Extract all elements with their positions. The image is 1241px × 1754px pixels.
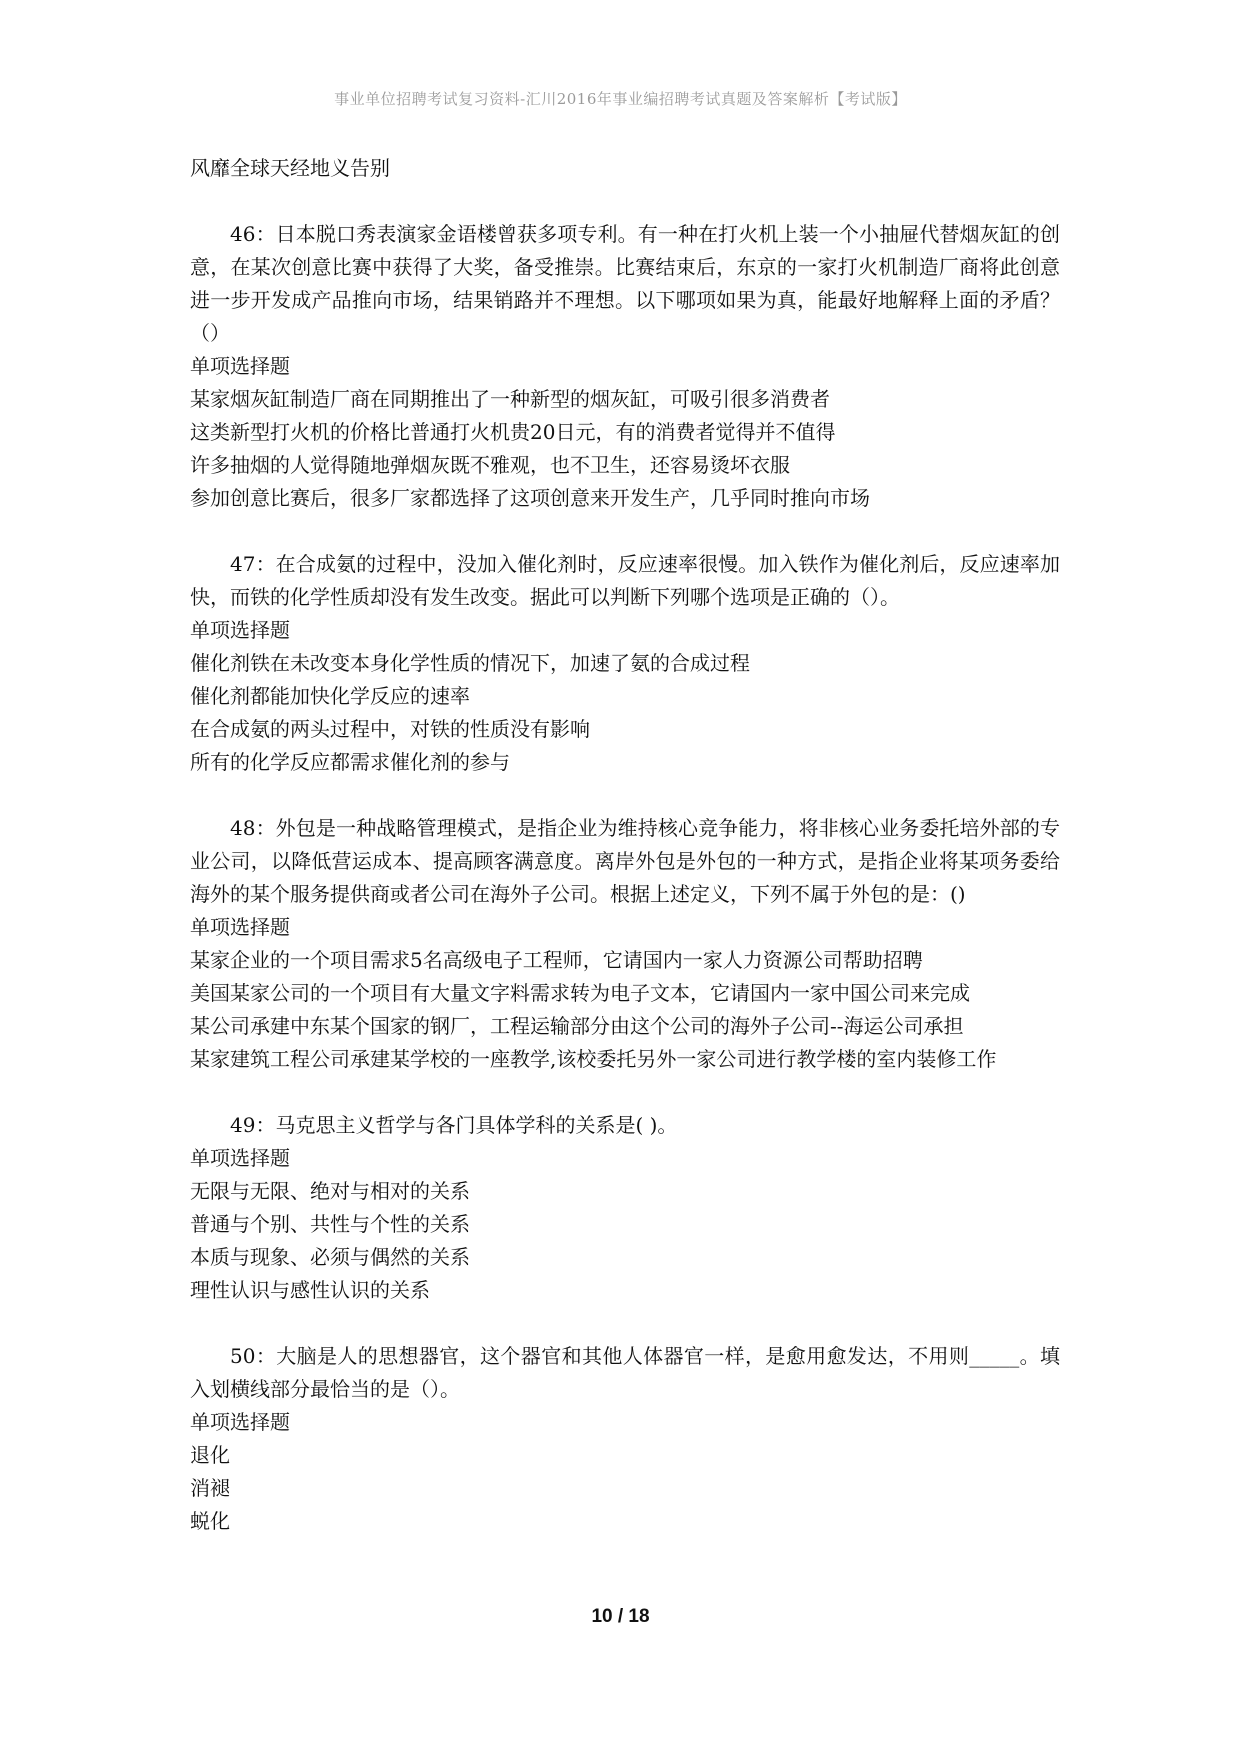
question-49 — [190, 1109, 1060, 1307]
option-b[interactable]: 普通与个别、共性与个性的关系 — [190, 1212, 470, 1236]
option-b[interactable]: 催化剂都能加快化学反应的速率 — [190, 684, 470, 708]
question-type: 单项选择题 — [190, 354, 290, 378]
option-d[interactable]: 所有的化学反应都需求催化剂的参与 — [190, 750, 510, 774]
option-d[interactable]: 某家建筑工程公司承建某学校的一座教学,该校委托另外一家公司进行教学楼的室内装修工作 — [190, 1047, 997, 1071]
option-a[interactable]: 退化 — [190, 1443, 230, 1467]
question-48 — [190, 812, 1060, 1076]
spacer — [190, 779, 1060, 812]
spacer — [190, 515, 1060, 548]
option-c[interactable]: 许多抽烟的人觉得随地弹烟灰既不雅观，也不卫生，还容易烫坏衣服 — [190, 453, 790, 477]
spacer — [190, 1307, 1060, 1340]
question-type: 单项选择题 — [190, 618, 290, 642]
option-a[interactable]: 某家企业的一个项目需求5名高级电子工程师，它请国内一家人力资源公司帮助招聘 — [190, 948, 923, 972]
question-stem: 46：日本脱口秀表演家金语楼曾获多项专利。有一种在打火机上装一个小抽屉代替烟灰缸的创意，在某次创意比赛中获得了大奖，备受推崇。比赛结束后，东京的一家打火机制造厂商将此创意进一步开发成产品推向市场，结果销路并不理想。以下哪项如果为真，能最好地解释上面的矛盾？（） — [190, 222, 1060, 345]
option-d[interactable]: 理性认识与感性认识的关系 — [190, 1278, 430, 1302]
option-b[interactable]: 美国某家公司的一个项目有大量文字料需求转为电子文本，它请国内一家中国公司来完成 — [190, 981, 970, 1005]
question-50 — [190, 1340, 1060, 1538]
page-header: 事业单位招聘考试复习资料-汇川2016年事业编招聘考试真题及答案解析【考试版】 — [334, 90, 907, 108]
option-b[interactable]: 消褪 — [190, 1476, 230, 1500]
question-stem: 50：大脑是人的思想器官，这个器官和其他人体器官一样，是愈用愈发达，不用则_____。填入划横线部分最恰当的是（）。 — [190, 1344, 1060, 1401]
spacer — [190, 185, 1060, 218]
spacer — [190, 1076, 1060, 1109]
question-type: 单项选择题 — [190, 1410, 290, 1434]
question-stem: 47：在合成氨的过程中，没加入催化剂时，反应速率很慢。加入铁作为催化剂后，反应速率加快，而铁的化学性质却没有发生改变。据此可以判断下列哪个选项是正确的（）。 — [190, 552, 1060, 609]
option-a[interactable]: 无限与无限、绝对与相对的关系 — [190, 1179, 470, 1203]
option-d[interactable]: 参加创意比赛后，很多厂家都选择了这项创意来开发生产，几乎同时推向市场 — [190, 486, 870, 510]
question-46 — [190, 218, 1060, 515]
question-type: 单项选择题 — [190, 915, 290, 939]
option-c[interactable]: 蜕化 — [190, 1509, 230, 1533]
document-body — [190, 152, 1060, 1538]
lead-text: 风靡全球天经地义告别 — [190, 156, 390, 180]
option-c[interactable]: 某公司承建中东某个国家的钢厂，工程运输部分由这个公司的海外子公司--海运公司承担 — [190, 1014, 964, 1038]
option-a[interactable]: 某家烟灰缸制造厂商在同期推出了一种新型的烟灰缸，可吸引很多消费者 — [190, 387, 830, 411]
option-c[interactable]: 在合成氨的两头过程中，对铁的性质没有影响 — [190, 717, 590, 741]
option-c[interactable]: 本质与现象、必须与偶然的关系 — [190, 1245, 470, 1269]
question-type: 单项选择题 — [190, 1146, 290, 1170]
question-stem: 49：马克思主义哲学与各门具体学科的关系是( )。 — [230, 1113, 678, 1137]
option-a[interactable]: 催化剂铁在未改变本身化学性质的情况下，加速了氨的合成过程 — [190, 651, 750, 675]
question-47 — [190, 548, 1060, 779]
option-b[interactable]: 这类新型打火机的价格比普通打火机贵20日元，有的消费者觉得并不值得 — [190, 420, 836, 444]
question-stem: 48：外包是一种战略管理模式，是指企业为维持核心竞争能力，将非核心业务委托培外部的专业公司，以降低营运成本、提高顾客满意度。离岸外包是外包的一种方式，是指企业将某项务委给海外的某个服务提供商或者公司在海外子公司。根据上述定义，下列不属于外包的是：() — [190, 816, 1060, 906]
page-number: 10 / 18 — [591, 1606, 650, 1627]
